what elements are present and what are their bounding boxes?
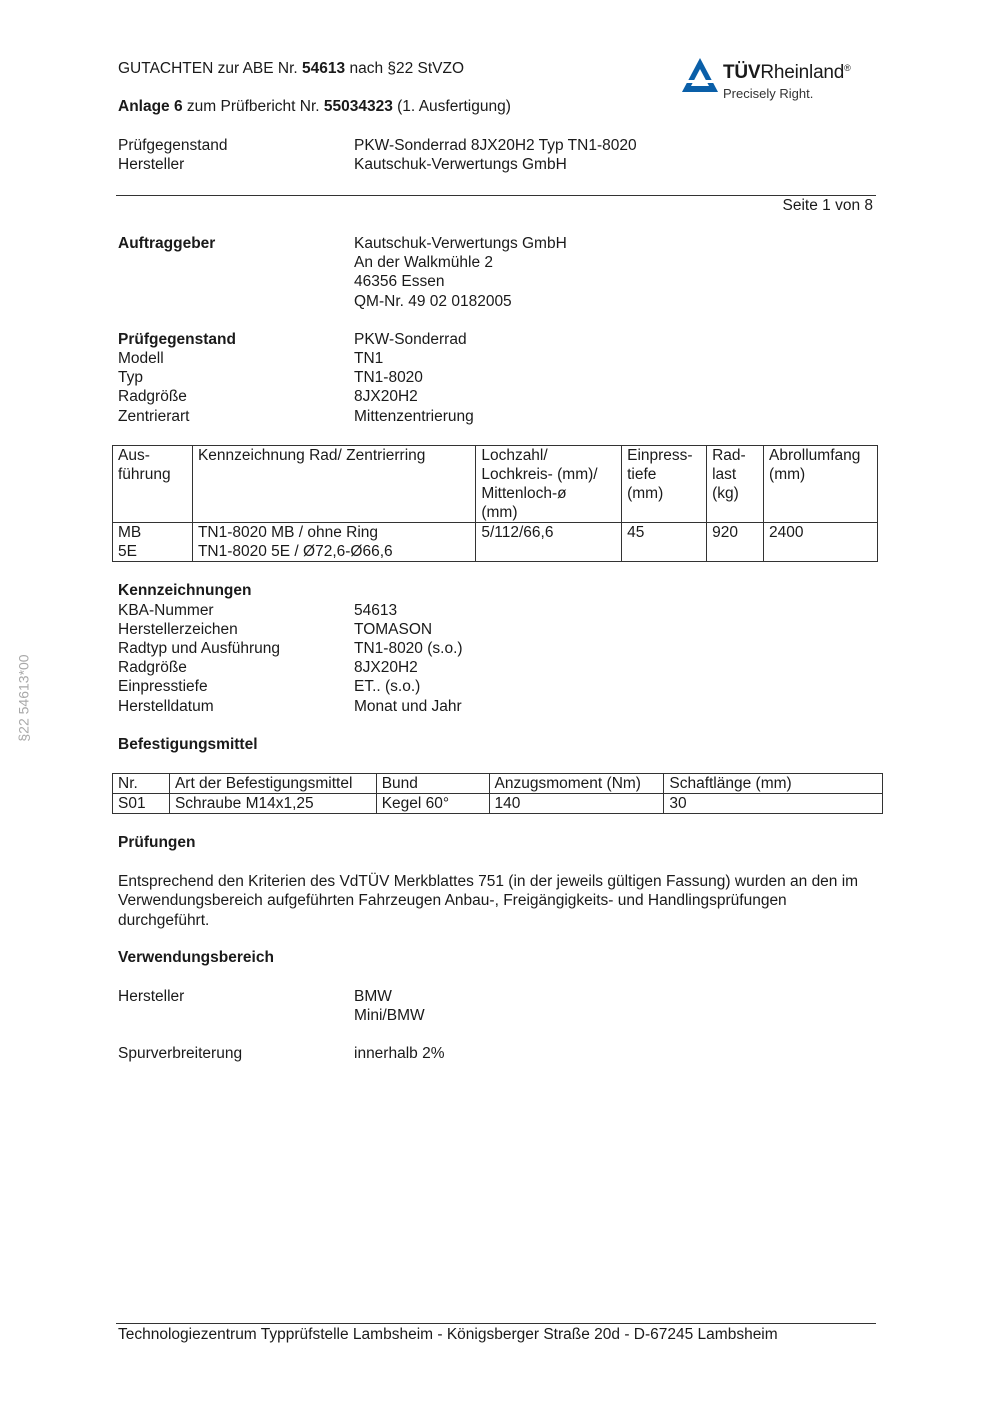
marking-value: TN1-8020 (s.o.) [354, 640, 463, 657]
logo-brand: TÜVRheinland® [723, 62, 851, 83]
marking-key: Einpresstiefe [118, 678, 208, 695]
marking-value: 8JX20H2 [354, 659, 418, 676]
usage-manufacturer-value: Mini/BMW [354, 1007, 425, 1024]
header-divider [116, 195, 876, 196]
client-line: 46356 Essen [354, 273, 445, 290]
table-cell: TN1-8020 MB / ohne Ring TN1-8020 5E / Ø72,6-Ø66,6 [192, 523, 475, 562]
marking-key: Radgröße [118, 659, 187, 676]
table-header-cell: Bund [376, 774, 489, 794]
table-row [113, 523, 878, 562]
table-header-cell: Rad- last (kg) [707, 446, 764, 523]
table-header-cell: Einpress- tiefe (mm) [622, 446, 707, 523]
table-cell: 920 [707, 523, 764, 562]
table-cell: 5/112/66,6 [476, 523, 622, 562]
marking-key: Herstellerzeichen [118, 621, 238, 638]
fastener-table [112, 773, 883, 814]
table-header-cell: Lochzahl/ Lochkreis- (mm)/ Mittenloch-ø (mm) [476, 446, 622, 523]
client-label: Auftraggeber [118, 235, 216, 252]
model-value: TN1 [354, 350, 384, 367]
table-header-cell: Nr. [113, 774, 170, 794]
tuv-rheinland-logo [680, 54, 870, 106]
tests-paragraph: Entsprechend den Kriterien des VdTÜV Merkblattes 751 (in der jeweils gültigen Fassung) wurden an den im Verwendungsbereich aufgeführten Fahrzeugen Anbau-, Freigängigkeits- und Handlingsprüfungen durchgeführt. [118, 873, 859, 929]
usage-title: Verwendungsbereich [118, 949, 274, 966]
subject-key: Prüfgegenstand [118, 137, 228, 154]
report-title: GUTACHTEN zur ABE Nr. 54613 nach §22 StVZO [118, 60, 465, 77]
table-cell: 45 [622, 523, 707, 562]
marking-value: 54613 [354, 602, 398, 619]
table-header-cell: Art der Befestigungsmittel [169, 774, 376, 794]
report-subtitle: Anlage 6 zum Prüfbericht Nr. 55034323 (1. Ausfertigung) [118, 98, 511, 115]
side-registration-mark: §22 54613*00 [15, 654, 32, 742]
table-header-cell: Abrollumfang (mm) [764, 446, 878, 523]
logo-tagline: Precisely Right. [723, 86, 814, 101]
page-number: Seite 1 von 8 [782, 197, 873, 214]
type-value: TN1-8020 [354, 369, 423, 386]
client-line: QM-Nr. 49 02 0182005 [354, 293, 512, 310]
table-header-row [113, 446, 878, 523]
centering-key: Zentrierart [118, 408, 190, 425]
manufacturer-value: Kautschuk-Verwertungs GmbH [354, 156, 567, 173]
footer-address: Technologiezentrum Typprüfstelle Lambsheim - Königsberger Straße 20d - D-67245 Lambsheim [118, 1326, 778, 1343]
table-header-cell: Kennzeichnung Rad/ Zentrierring [192, 446, 475, 523]
client-line: Kautschuk-Verwertungs GmbH [354, 235, 567, 252]
tests-title: Prüfungen [118, 834, 196, 851]
wheel-size-value: 8JX20H2 [354, 388, 418, 405]
tuv-triangle-icon [680, 56, 720, 96]
table-header-cell: Anzugsmoment (Nm) [489, 774, 664, 794]
usage-manufacturer-value: BMW [354, 988, 392, 1005]
track-widening-key: Spurverbreiterung [118, 1045, 243, 1062]
table-cell: MB 5E [113, 523, 193, 562]
test-object-title-value: PKW-Sonderrad [354, 331, 467, 348]
table-cell: 140 [489, 794, 664, 814]
marking-key: KBA-Nummer [118, 602, 214, 619]
footer-divider [116, 1323, 876, 1324]
markings-title: Kennzeichnungen [118, 582, 252, 599]
marking-key: Herstelldatum [118, 698, 214, 715]
table-header-row [113, 774, 883, 794]
wheel-size-key: Radgröße [118, 388, 187, 405]
type-key: Typ [118, 369, 143, 386]
marking-value: TOMASON [354, 621, 433, 638]
table-cell: 30 [664, 794, 883, 814]
subject-value: PKW-Sonderrad 8JX20H2 Typ TN1-8020 [354, 137, 637, 154]
client-line: An der Walkmühle 2 [354, 254, 493, 271]
test-object-title: Prüfgegenstand [118, 331, 236, 348]
table-cell: Schraube M14x1,25 [169, 794, 376, 814]
wheel-spec-table [112, 445, 878, 562]
table-cell: 2400 [764, 523, 878, 562]
table-header-cell: Schaftlänge (mm) [664, 774, 883, 794]
table-cell: S01 [113, 794, 170, 814]
table-cell: Kegel 60° [376, 794, 489, 814]
marking-value: ET.. (s.o.) [354, 678, 421, 695]
table-header-cell: Aus- führung [113, 446, 193, 523]
track-widening-value: innerhalb 2% [354, 1045, 445, 1062]
model-key: Modell [118, 350, 164, 367]
fasteners-title: Befestigungsmittel [118, 736, 258, 753]
manufacturer-key: Hersteller [118, 156, 185, 173]
marking-key: Radtyp und Ausführung [118, 640, 281, 657]
centering-value: Mittenzentrierung [354, 408, 474, 425]
table-row [113, 794, 883, 814]
marking-value: Monat und Jahr [354, 698, 462, 715]
usage-manufacturer-key: Hersteller [118, 988, 185, 1005]
